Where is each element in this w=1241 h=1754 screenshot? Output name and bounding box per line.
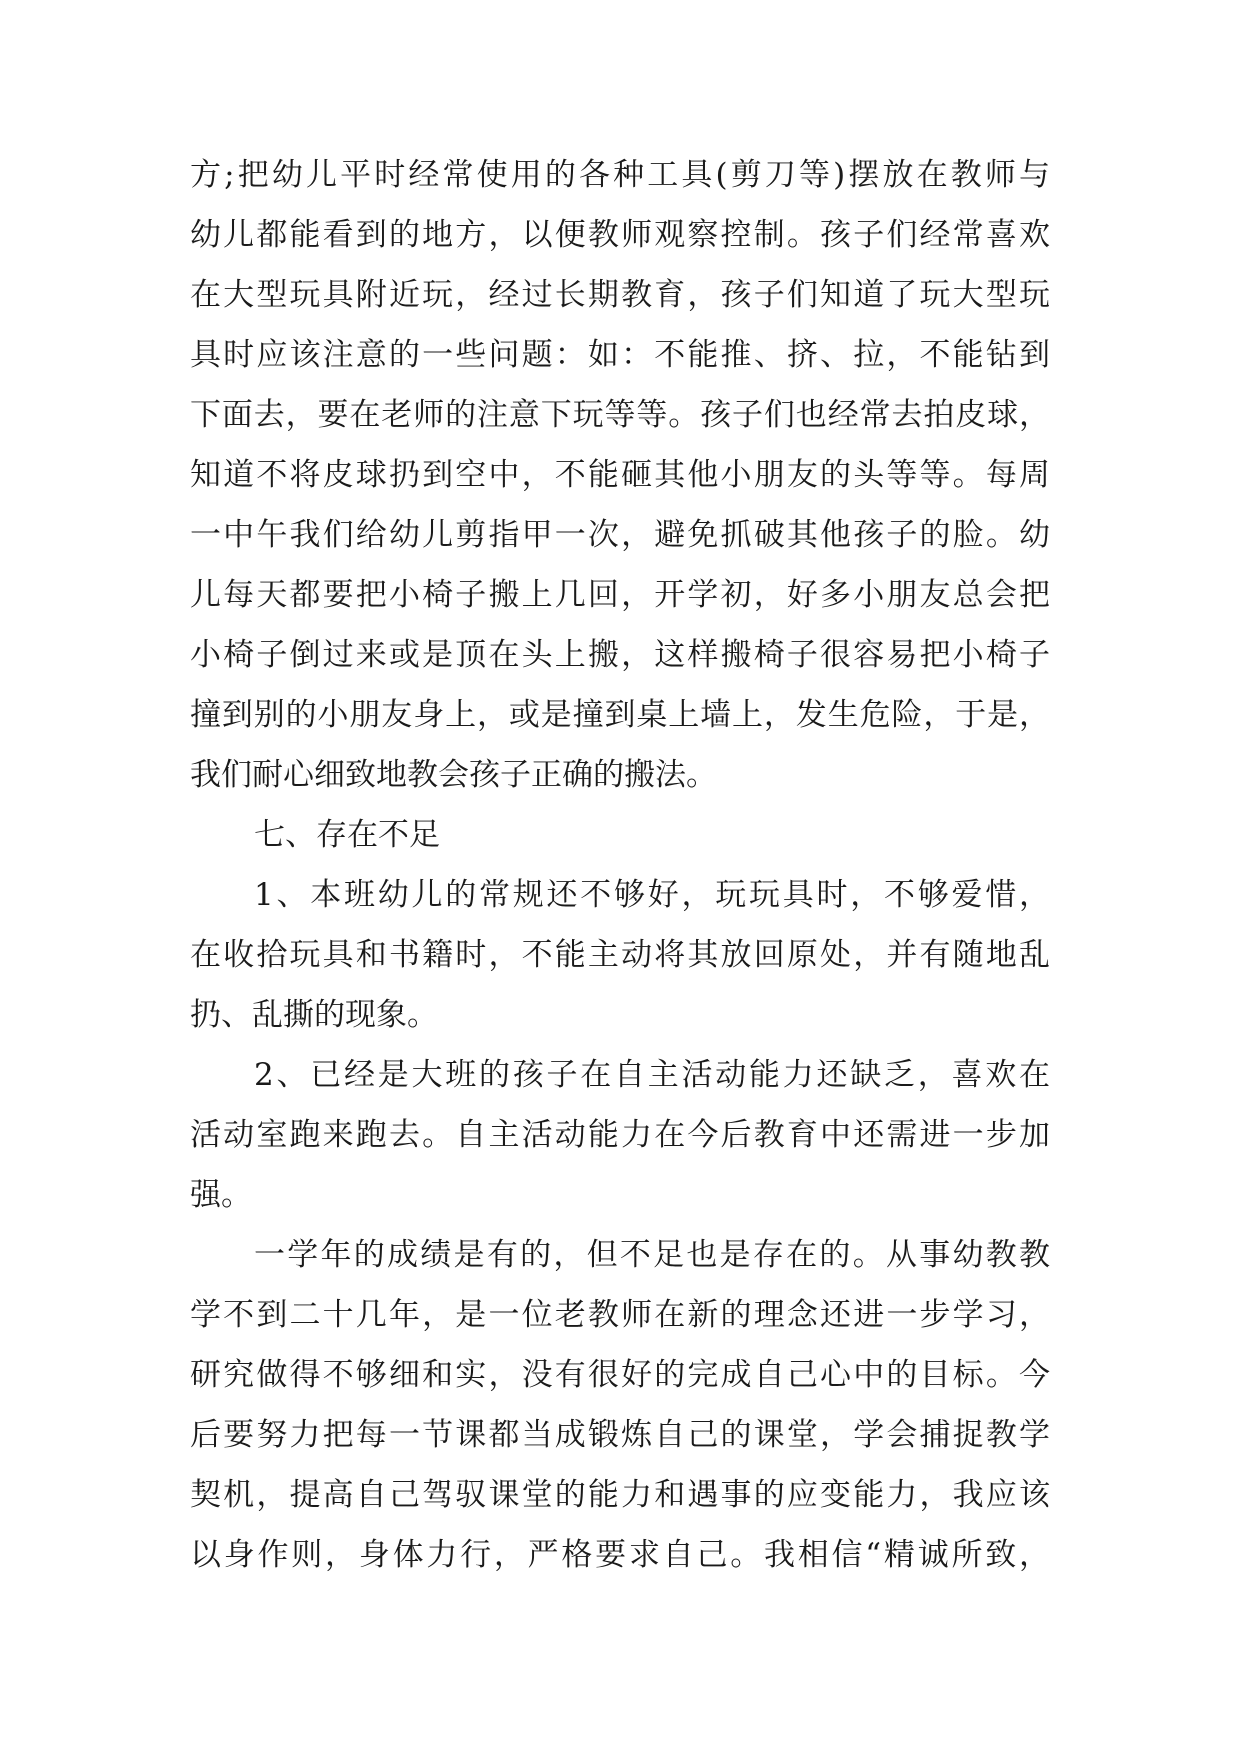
text-line: 1、本班幼儿的常规还不够好，玩玩具时，不够爱惜，	[254, 877, 1050, 913]
text-line: 我们耐心细致地教会孩子正确的搬法。	[190, 757, 717, 793]
text-line: 方;把幼儿平时经常使用的各种工具(剪刀等)摆放在教师与	[190, 157, 1050, 193]
text-line: 下面去，要在老师的注意下玩等等。孩子们也经常去拍皮球，	[190, 397, 1050, 433]
text-line: 扔、乱撕的现象。	[190, 997, 438, 1033]
text-line: 在大型玩具附近玩，经过长期教育，孩子们知道了玩大型玩	[190, 277, 1050, 313]
text-line: 知道不将皮球扔到空中，不能砸其他小朋友的头等等。每周	[190, 457, 1050, 493]
text-line: 学不到二十几年，是一位老教师在新的理念还进一步学习，	[190, 1297, 1050, 1333]
text-line: 一学年的成绩是有的，但不足也是存在的。从事幼教教	[254, 1237, 1050, 1273]
text-line: 一中午我们给幼儿剪指甲一次，避免抓破其他孩子的脸。幼	[190, 517, 1050, 553]
text-line: 小椅子倒过来或是顶在头上搬，这样搬椅子很容易把小椅子	[190, 637, 1050, 673]
text-line: 2、已经是大班的孩子在自主活动能力还缺乏，喜欢在	[254, 1057, 1050, 1093]
text-line: 撞到别的小朋友身上，或是撞到桌上墙上，发生危险，于是，	[190, 697, 1050, 733]
text-line: 幼儿都能看到的地方，以便教师观察控制。孩子们经常喜欢	[190, 217, 1050, 253]
text-line: 强。	[190, 1177, 252, 1213]
text-line: 以身作则，身体力行，严格要求自己。我相信“精诚所致，	[190, 1537, 1050, 1573]
section-heading: 七、存在不足	[254, 817, 440, 853]
body-text	[190, 145, 1050, 1585]
text-line: 研究做得不够细和实，没有很好的完成自己心中的目标。今	[190, 1357, 1050, 1393]
text-line: 在收拾玩具和书籍时，不能主动将其放回原处，并有随地乱	[190, 937, 1050, 973]
text-line: 儿每天都要把小椅子搬上几回，开学初，好多小朋友总会把	[190, 577, 1050, 613]
text-line: 活动室跑来跑去。自主活动能力在今后教育中还需进一步加	[190, 1117, 1050, 1153]
text-line: 后要努力把每一节课都当成锻炼自己的课堂，学会捕捉教学	[190, 1417, 1050, 1453]
text-line: 契机，提高自己驾驭课堂的能力和遇事的应变能力，我应该	[190, 1477, 1050, 1513]
text-line: 具时应该注意的一些问题：如：不能推、挤、拉，不能钻到	[190, 337, 1050, 373]
